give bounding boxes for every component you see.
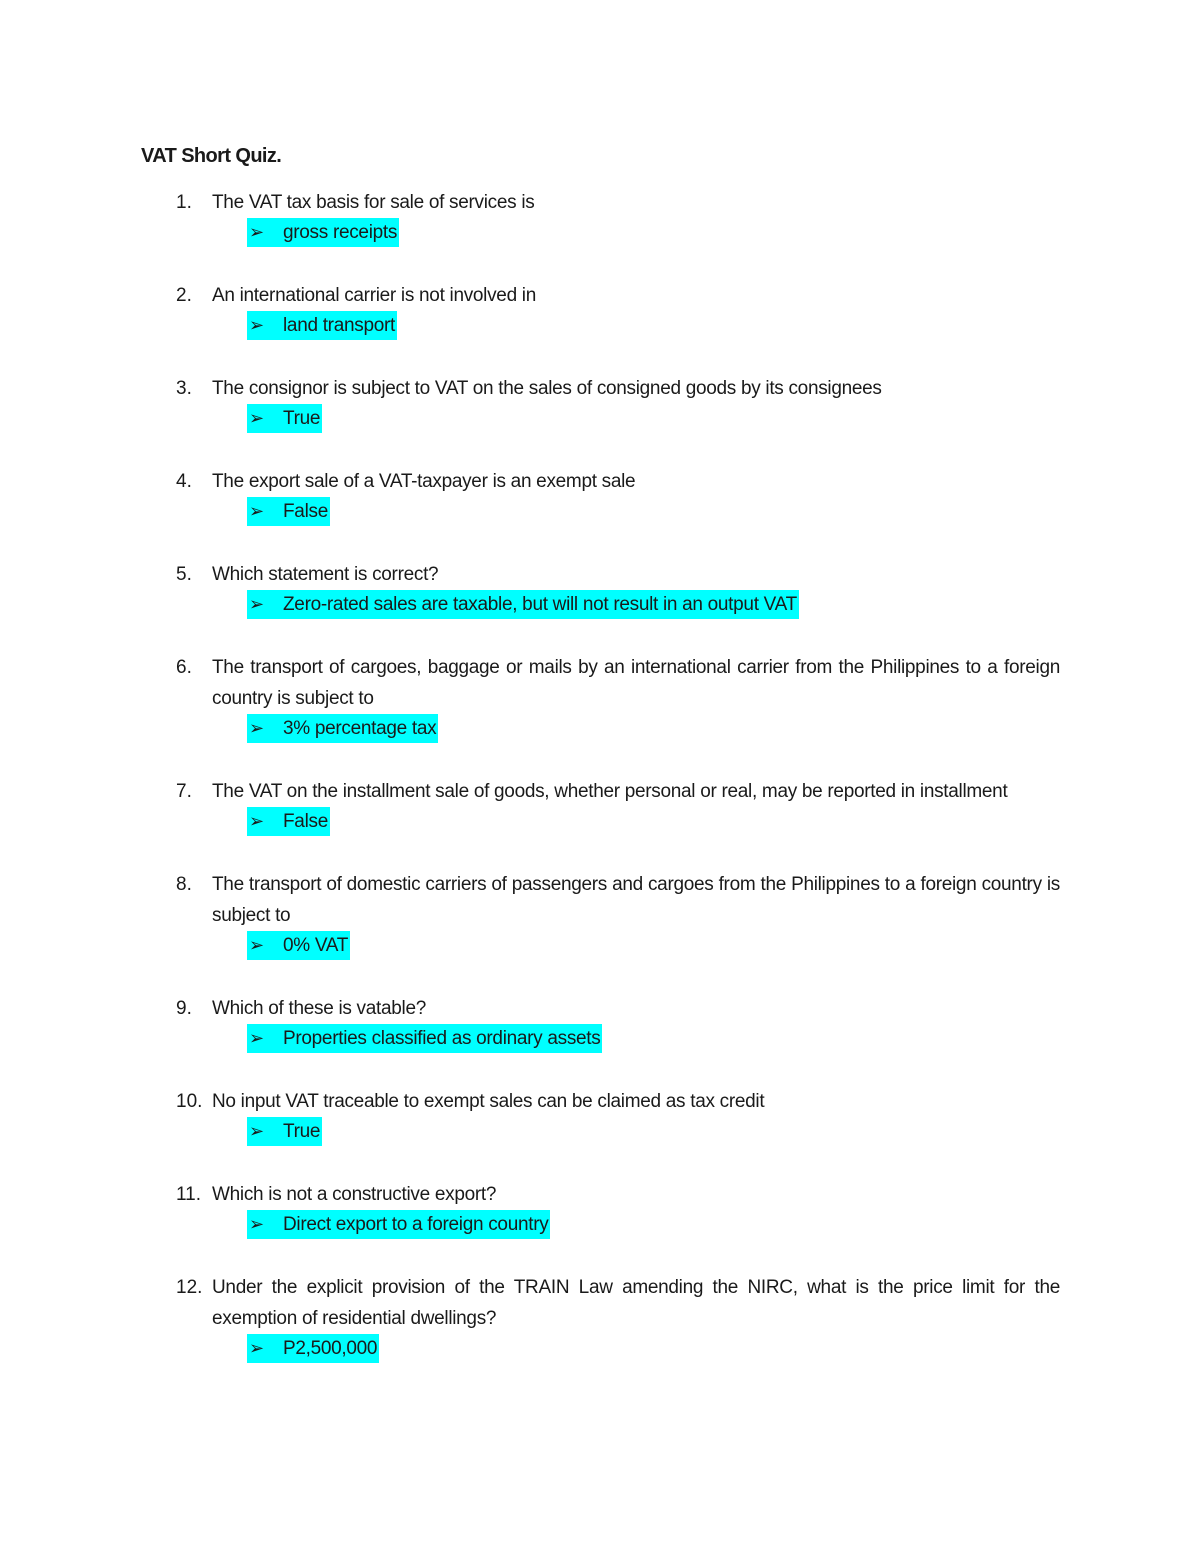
answer-line bbox=[247, 404, 1061, 435]
answer-line bbox=[247, 497, 1061, 528]
answer-text: Direct export to a foreign country bbox=[283, 1214, 549, 1235]
arrow-bullet-icon: ➢ bbox=[249, 222, 264, 242]
quiz-item bbox=[141, 280, 1061, 342]
quiz-item bbox=[141, 869, 1061, 962]
arrow-bullet-icon: ➢ bbox=[249, 408, 264, 428]
question-number: 10. bbox=[176, 1091, 203, 1112]
quiz-item bbox=[141, 187, 1061, 249]
quiz-item bbox=[141, 466, 1061, 528]
answer-line bbox=[247, 1210, 1061, 1241]
answer-highlight bbox=[247, 1210, 550, 1239]
answer-text: 3% percentage tax bbox=[283, 718, 437, 739]
question-text: The transport of domestic carriers of passengers and cargoes from the Philippines to a foreign country is subject to bbox=[212, 874, 1060, 926]
answer-line bbox=[247, 1024, 1061, 1055]
answer-line bbox=[247, 714, 1061, 745]
quiz-item bbox=[141, 993, 1061, 1055]
answer-highlight bbox=[247, 311, 397, 340]
question-number: 6. bbox=[176, 657, 192, 678]
arrow-bullet-icon: ➢ bbox=[249, 718, 264, 738]
arrow-bullet-icon: ➢ bbox=[249, 501, 264, 521]
question-text: The transport of cargoes, baggage or mails by an international carrier from the Philippines to a foreign country is subject to bbox=[212, 657, 1060, 709]
arrow-bullet-icon: ➢ bbox=[249, 1214, 264, 1234]
question-number: 12. bbox=[176, 1277, 203, 1298]
answer-highlight bbox=[247, 404, 322, 433]
quiz-title: VAT Short Quiz. bbox=[141, 145, 282, 167]
question-number: 4. bbox=[176, 471, 192, 492]
quiz-item bbox=[141, 1179, 1061, 1241]
question-text: Which of these is vatable? bbox=[212, 998, 426, 1019]
answer-text: True bbox=[283, 1121, 321, 1142]
answer-text: False bbox=[283, 811, 328, 832]
answer-text: land transport bbox=[283, 315, 395, 336]
question-text: The consignor is subject to VAT on the sales of consigned goods by its consignees bbox=[212, 378, 882, 399]
answer-highlight bbox=[247, 807, 330, 836]
arrow-bullet-icon: ➢ bbox=[249, 1121, 264, 1141]
question-text: No input VAT traceable to exempt sales can be claimed as tax credit bbox=[212, 1091, 765, 1112]
question-text: The VAT tax basis for sale of services is bbox=[212, 192, 535, 213]
document bbox=[141, 141, 1061, 1396]
answer-highlight bbox=[247, 218, 399, 247]
answer-highlight bbox=[247, 714, 438, 743]
quiz-item bbox=[141, 1272, 1061, 1365]
arrow-bullet-icon: ➢ bbox=[249, 315, 264, 335]
answer-highlight bbox=[247, 1117, 322, 1146]
question-number: 1. bbox=[176, 192, 192, 213]
arrow-bullet-icon: ➢ bbox=[249, 1338, 264, 1358]
question-number: 11. bbox=[176, 1184, 202, 1205]
question-list bbox=[141, 187, 1061, 1365]
answer-text: True bbox=[283, 408, 321, 429]
answer-line bbox=[247, 311, 1061, 342]
question-text: Under the explicit provision of the TRAIN Law amending the NIRC, what is the price limit for the exemption of residential dwellings? bbox=[212, 1277, 1060, 1329]
answer-text: 0% VAT bbox=[283, 935, 349, 956]
answer-text: False bbox=[283, 501, 328, 522]
answer-highlight bbox=[247, 1334, 379, 1363]
answer-text: P2,500,000 bbox=[283, 1338, 378, 1359]
question-number: 7. bbox=[176, 781, 192, 802]
quiz-item bbox=[141, 559, 1061, 621]
answer-line bbox=[247, 1117, 1061, 1148]
answer-line bbox=[247, 1334, 1061, 1365]
question-number: 5. bbox=[176, 564, 192, 585]
answer-line bbox=[247, 931, 1061, 962]
quiz-item bbox=[141, 652, 1061, 745]
quiz-item bbox=[141, 776, 1061, 838]
question-text: The VAT on the installment sale of goods, whether personal or real, may be reported in installment bbox=[212, 781, 1008, 802]
question-text: An international carrier is not involved in bbox=[212, 285, 536, 306]
arrow-bullet-icon: ➢ bbox=[249, 935, 264, 955]
answer-highlight bbox=[247, 497, 330, 526]
answer-highlight bbox=[247, 931, 350, 960]
arrow-bullet-icon: ➢ bbox=[249, 594, 264, 614]
quiz-item bbox=[141, 1086, 1061, 1148]
quiz-item bbox=[141, 373, 1061, 435]
arrow-bullet-icon: ➢ bbox=[249, 1028, 264, 1048]
question-text: Which statement is correct? bbox=[212, 564, 439, 585]
arrow-bullet-icon: ➢ bbox=[249, 811, 264, 831]
answer-highlight bbox=[247, 590, 799, 619]
question-number: 3. bbox=[176, 378, 192, 399]
answer-line bbox=[247, 590, 1061, 621]
question-number: 2. bbox=[176, 285, 192, 306]
answer-line bbox=[247, 218, 1061, 249]
question-text: The export sale of a VAT-taxpayer is an exempt sale bbox=[212, 471, 636, 492]
question-text: Which is not a constructive export? bbox=[212, 1184, 497, 1205]
question-number: 9. bbox=[176, 998, 192, 1019]
answer-highlight bbox=[247, 1024, 602, 1053]
answer-text: gross receipts bbox=[283, 222, 398, 243]
answer-text: Properties classified as ordinary assets bbox=[283, 1028, 601, 1049]
question-number: 8. bbox=[176, 874, 192, 895]
answer-line bbox=[247, 807, 1061, 838]
answer-text: Zero-rated sales are taxable, but will not result in an output VAT bbox=[283, 594, 797, 615]
